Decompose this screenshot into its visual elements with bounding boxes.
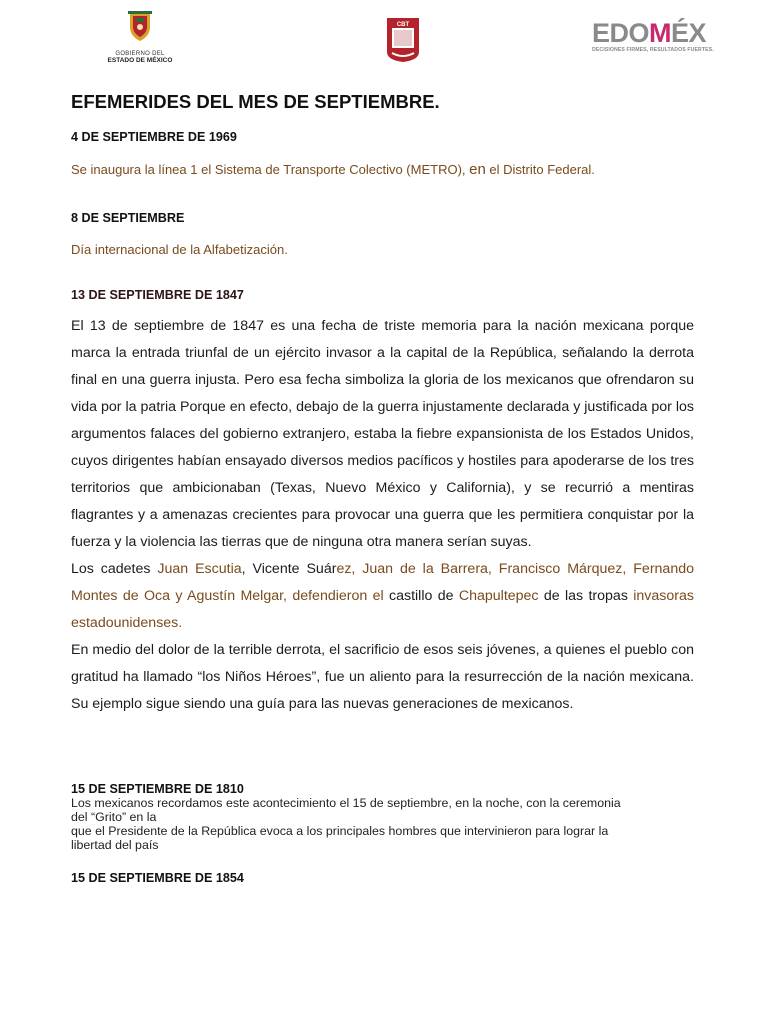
p2-cadets: ez, Juan de la Barrera, Francisco Márquez, Fernando Montes de Oca y Agustín Melgar, defendieron el [71, 561, 694, 604]
cbt-text: CBT [396, 22, 410, 28]
section-1-text-a: Se inaugura la línea 1 el Sistema de Transporte Colectivo (METRO), [71, 162, 470, 177]
document-body [71, 91, 694, 885]
section-3-date: 13 DE SEPTIEMBRE DE 1847 [71, 288, 244, 302]
p2-text-g: de las tropas [538, 588, 634, 604]
edomex-m: M [649, 18, 672, 48]
edomex-suffix: ÉX [671, 18, 707, 48]
section-1-date: 4 DE SEPTIEMBRE DE 1969 [71, 130, 237, 144]
gobierno-line1: GOBIERNO DEL [115, 51, 165, 57]
p2-text-a: Los cadetes [71, 561, 158, 577]
edomex-tagline: DECISIONES FIRMES, RESULTADOS FUERTES. [592, 47, 714, 53]
gobierno-logo [100, 10, 180, 64]
p2-text-c: , Vicente Suár [241, 561, 337, 577]
gobierno-line2: ESTADO DE MÉXICO [107, 57, 173, 64]
section-4-line-3: que el Presidente de la República evoca a los principales hombres que intervinieron para lograr la [71, 824, 609, 838]
edomex-wordmark [592, 20, 738, 46]
edomex-prefix: EDO [592, 18, 650, 48]
section-3-paragraph-1: El 13 de septiembre de 1847 es una fecha de triste memoria para la nación mexicana porque marca la entrada triunfal de un ejército invasor a la capital de la República, señalando la derrota final en una guerra injusta. Pero esa fecha simboliza la gloria de los mexicanos que ofrendaron su vida por la patria Porque en efecto, debajo de la guerra injustamente declarada y justificada por los argumentos falaces del gobierno extranjero, estaba la fiebre expansionista de los Estados Unidos, cuyos dirigentes habían ensayado diversos medios pacíficos y hostiles para apoderarse de los tres territorios que ambicionaban (Texas, Nuevo México y California), y se recurrió a mentiras flagrantes y a amenazas crecientes para provocar una guerra que les permitiera conquistar por la fuerza y la violencia las tierras que de ninguna otra manera serían suyas. [71, 318, 694, 550]
section-2-date: 8 DE SEPTIEMBRE [71, 211, 185, 225]
page-header [0, 0, 768, 80]
section-1-text-en: en [469, 161, 486, 178]
edomex-logo [592, 20, 738, 53]
cbt-shield-icon [386, 17, 420, 63]
page-title: EFEMERIDES DEL MES DE SEPTIEMBRE. [71, 91, 440, 112]
state-emblem-icon [123, 10, 157, 44]
section-4-line-4: libertad del país [71, 838, 159, 852]
p2-juan-escutia: Juan Escutia [157, 561, 242, 577]
p2-chapultepec: Chapultepec [458, 588, 539, 604]
section-3-body [71, 313, 694, 718]
section-1-text [71, 161, 694, 178]
section-1-text-b: el Distrito Federal. [485, 162, 595, 177]
p2-text-e: castillo de [383, 588, 459, 604]
section-3-paragraph-3: En medio del dolor de la terrible derrota, el sacrificio de esos seis jóvenes, a quienes el pueblo con gratitud ha llamado “los Niños Héroes”, fue un aliento para la resurrección de la nación mexicana. Su ejemplo sigue siendo una guía para las nuevas generaciones de mexicanos. [71, 642, 694, 712]
section-2-text: Día internacional de la Alfabetización. [71, 242, 288, 257]
p2-invasoras: invasoras estadounidenses. [71, 588, 694, 631]
section-4-line-1: Los mexicanos recordamos este acontecimiento el 15 de septiembre, en la noche, con la ceremonia [71, 796, 621, 810]
section-4-line-2: del “Grito” en la [71, 810, 157, 824]
section-3-paragraph-2 [71, 556, 694, 637]
cbt-logo [386, 17, 420, 63]
section-4-text [71, 796, 694, 852]
section-4-date: 15 DE SEPTIEMBRE DE 1810 [71, 782, 244, 796]
section-5-date: 15 DE SEPTIEMBRE DE 1854 [71, 871, 244, 885]
